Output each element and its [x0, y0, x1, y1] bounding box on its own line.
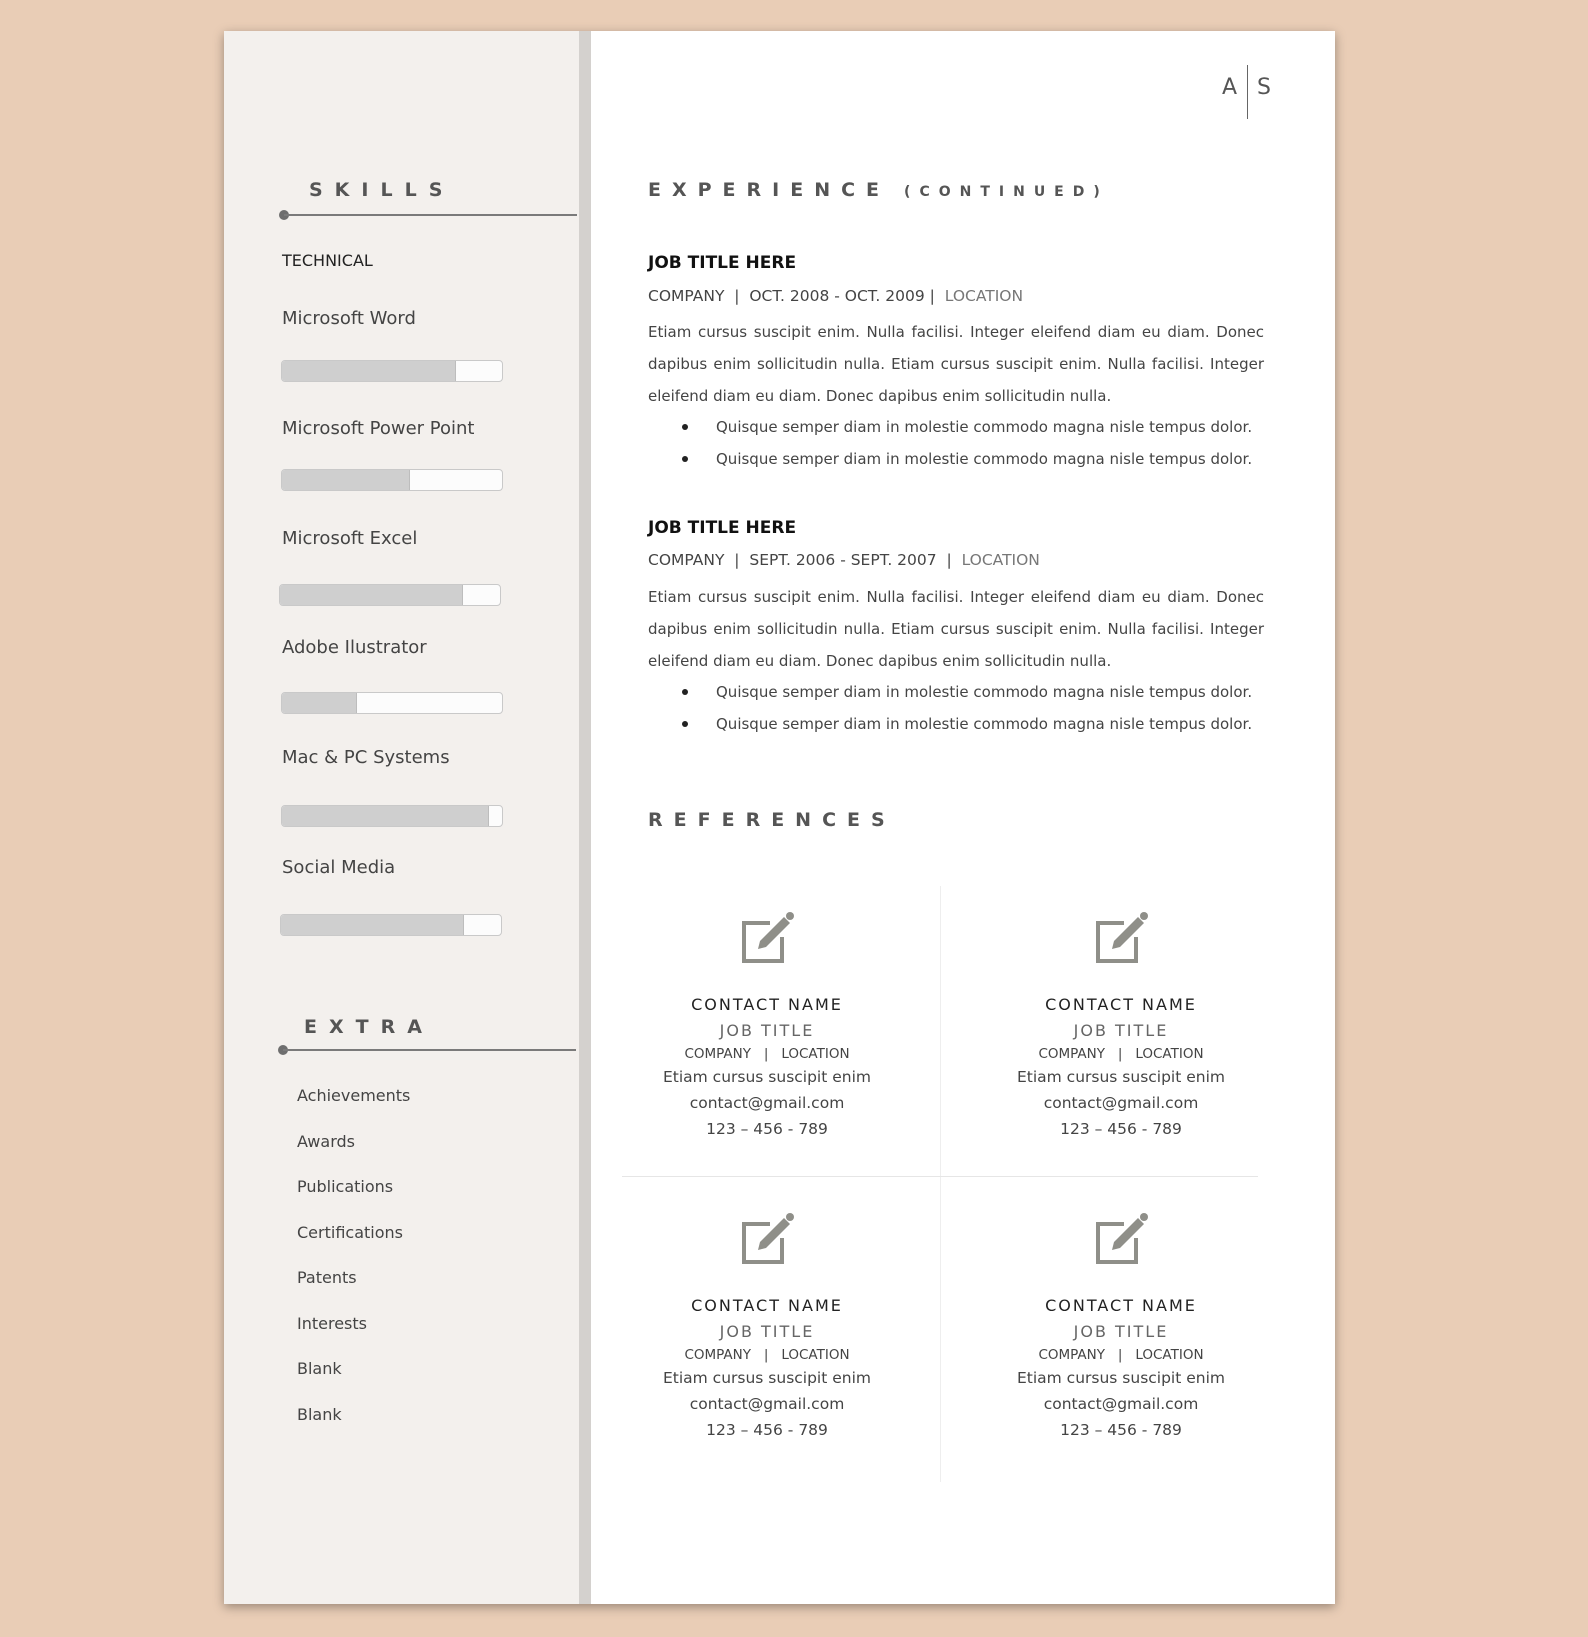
references-divider-horizontal [622, 1176, 1258, 1177]
extra-item: Blank [297, 1405, 342, 1424]
experience-heading-sub: (CONTINUED) [904, 184, 1109, 200]
monogram-right: S [1257, 75, 1271, 100]
job-dates: OCT. 2008 - OCT. 2009 [749, 287, 925, 305]
reference-blurb: Etiam cursus suscipit enim [662, 1369, 872, 1387]
experience-heading [648, 179, 1109, 201]
reference-email[interactable]: contact@gmail.com [1043, 1395, 1199, 1413]
reference-job-title: JOB TITLE [1073, 1021, 1169, 1040]
references-divider-vertical [940, 886, 941, 1482]
reference-name: CONTACT NAME [691, 995, 843, 1014]
extra-item: Publications [297, 1177, 394, 1196]
monogram-divider [1247, 65, 1248, 119]
skill-name: Microsoft Excel [282, 528, 418, 549]
reference-company-name: COMPANY [684, 1347, 752, 1363]
job-title: JOB TITLE HERE [648, 253, 797, 273]
skill-name: Microsoft Power Point [282, 418, 475, 439]
job-dates: SEPT. 2006 - SEPT. 2007 [749, 551, 937, 569]
extra-item: Patents [297, 1268, 357, 1287]
technical-label: TECHNICAL [282, 251, 373, 270]
skill-bar-fill [281, 915, 464, 935]
reference-email[interactable]: contact@gmail.com [689, 1094, 845, 1112]
reference-job-title: JOB TITLE [719, 1021, 815, 1040]
bullet-dot [682, 721, 688, 727]
monogram-left: A [1222, 75, 1238, 100]
reference-name: CONTACT NAME [691, 1296, 843, 1315]
reference-email[interactable]: contact@gmail.com [1043, 1094, 1199, 1112]
resume-page [224, 31, 1335, 1604]
reference-blurb: Etiam cursus suscipit enim [1016, 1068, 1226, 1086]
skill-name: Mac & PC Systems [282, 747, 450, 768]
job-company: COMPANY [648, 287, 725, 305]
reference-email[interactable]: contact@gmail.com [689, 1395, 845, 1413]
edit-icon [1094, 911, 1148, 965]
reference-card [971, 1212, 1271, 1441]
job-bullet-text: Quisque semper diam in molestie commodo magna nisle tempus dolor. [716, 418, 1253, 436]
job-bullet-text: Quisque semper diam in molestie commodo magna nisle tempus dolor. [716, 683, 1253, 701]
experience-heading-title: EXPERIENCE [648, 179, 891, 201]
job-title: JOB TITLE HERE [648, 518, 797, 538]
reference-blurb: Etiam cursus suscipit enim [1016, 1369, 1226, 1387]
skill-bar-fill [282, 470, 410, 490]
skill-bar [280, 914, 502, 936]
job-description: Etiam cursus suscipit enim. Nulla facilisi. Integer eleifend diam eu diam. Donec dapibus enim sollicitudin nulla. Etiam cursus suscipit enim. Nulla facilisi. Integer eleifend diam eu diam. Donec dapibus enim sollicitudin nulla. [648, 588, 1264, 670]
reference-card [617, 1212, 917, 1441]
skill-bar [281, 692, 503, 714]
skill-name: Microsoft Word [282, 308, 416, 329]
edit-icon [740, 1212, 794, 1266]
reference-name: CONTACT NAME [1045, 1296, 1197, 1315]
sidebar-edge [579, 31, 591, 1604]
skill-bar [281, 360, 503, 382]
job-bullet-text: Quisque semper diam in molestie commodo magna nisle tempus dolor. [716, 450, 1253, 468]
extra-item: Blank [297, 1359, 342, 1378]
bullet-dot [682, 689, 688, 695]
job-location: LOCATION [944, 287, 1024, 305]
extra-item: Achievements [297, 1086, 411, 1105]
reference-card [617, 911, 917, 1140]
job-meta: COMPANY | OCT. 2008 - OCT. 2009 | LOCATION [648, 287, 1024, 305]
extra-item: Certifications [297, 1223, 403, 1242]
reference-company-name: COMPANY [1038, 1046, 1106, 1062]
job-description: Etiam cursus suscipit enim. Nulla facilisi. Integer eleifend diam eu diam. Donec dapibus enim sollicitudin nulla. Etiam cursus suscipit enim. Nulla facilisi. Integer eleifend diam eu diam. Donec dapibus enim sollicitudin nulla. [648, 323, 1264, 405]
reference-location: LOCATION [781, 1046, 850, 1062]
skill-bar-fill [282, 806, 489, 826]
reference-job-title: JOB TITLE [1073, 1322, 1169, 1341]
skill-bar [281, 469, 503, 491]
reference-company-name: COMPANY [1038, 1347, 1106, 1363]
skill-bar-fill [282, 693, 357, 713]
reference-blurb: Etiam cursus suscipit enim [662, 1068, 872, 1086]
skill-name: Adobe Ilustrator [282, 637, 427, 658]
bullet-dot [682, 424, 688, 430]
reference-card [971, 911, 1271, 1140]
edit-icon [1094, 1212, 1148, 1266]
skill-bar-fill [282, 361, 456, 381]
reference-location: LOCATION [1135, 1347, 1204, 1363]
reference-job-title: JOB TITLE [719, 1322, 815, 1341]
reference-phone: 123 – 456 - 789 [706, 1421, 828, 1439]
extra-heading: EXTRA [304, 1016, 434, 1038]
reference-phone: 123 – 456 - 789 [1060, 1421, 1182, 1439]
job-company: COMPANY [648, 551, 725, 569]
edit-icon [740, 911, 794, 965]
reference-location: LOCATION [1135, 1046, 1204, 1062]
skill-name: Social Media [282, 857, 396, 878]
reference-company: COMPANY | LOCATION [684, 1046, 850, 1062]
extra-item: Awards [297, 1132, 355, 1151]
job-location: LOCATION [961, 551, 1040, 569]
reference-company: COMPANY | LOCATION [1038, 1347, 1204, 1363]
job-bullet-text: Quisque semper diam in molestie commodo magna nisle tempus dolor. [716, 715, 1253, 733]
reference-phone: 123 – 456 - 789 [1060, 1120, 1182, 1138]
extra-item: Interests [297, 1314, 367, 1333]
skills-heading: SKILLS [309, 179, 455, 201]
extra-rule [283, 1049, 576, 1051]
sidebar [224, 31, 579, 1604]
reference-name: CONTACT NAME [1045, 995, 1197, 1014]
skills-rule [284, 214, 577, 216]
reference-location: LOCATION [781, 1347, 850, 1363]
reference-phone: 123 – 456 - 789 [706, 1120, 828, 1138]
skill-bar [279, 584, 501, 606]
reference-company: COMPANY | LOCATION [684, 1347, 850, 1363]
bullet-dot [682, 456, 688, 462]
skill-bar [281, 805, 503, 827]
reference-company-name: COMPANY [684, 1046, 752, 1062]
references-heading: REFERENCES [648, 809, 896, 831]
job-meta: COMPANY | SEPT. 2006 - SEPT. 2007 | LOCATION [648, 551, 1040, 569]
skill-bar-fill [280, 585, 463, 605]
reference-company: COMPANY | LOCATION [1038, 1046, 1204, 1062]
